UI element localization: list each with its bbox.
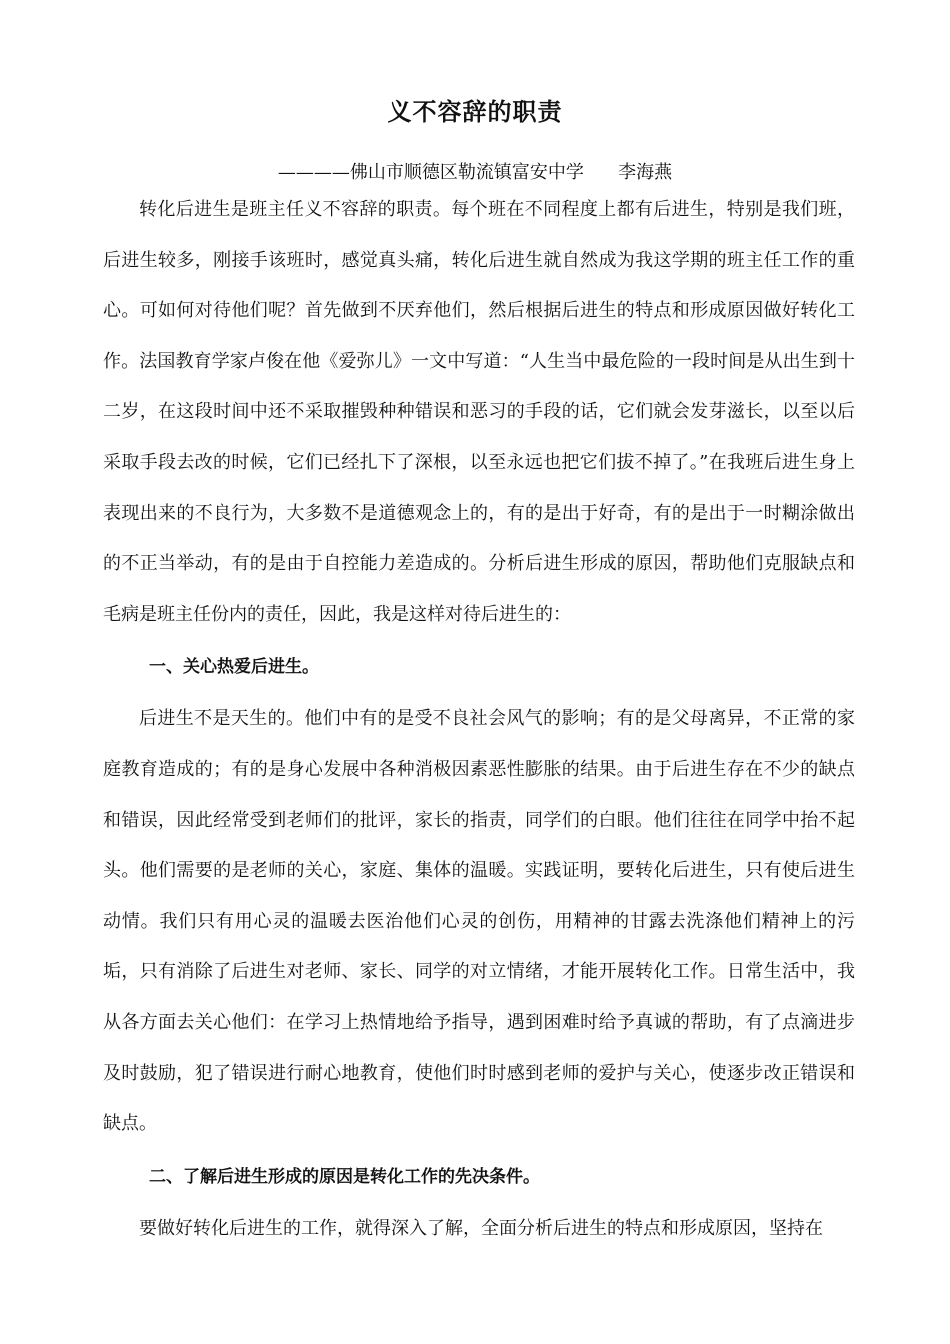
paragraph-section-1: 后进生不是天生的。他们中有的是受不良社会风气的影响；有的是父母离异，不正常的家庭教育造成的；有的是身心发展中各种消极因素恶性膨胀的结果。由于后进生存在不少的缺点和错误，因此经常受到老师们的批评，家长的指责，同学们的白眼。他们往往在同学中抬不起头。他们需要的是老师的关心，家庭、集体的温暖。实践证明，要转化后进生，只有使后进生动情。我们只有用心灵的温暖去医治他们心灵的创伤，用精神的甘露去洗涤他们精神上的污垢，只有消除了后进生对老师、家长、同学的对立情绪，才能开展转化工作。日常生活中，我从各方面去关心他们：在学习上热情地给予指导，遇到困难时给予真诚的帮助，有了点滴进步及时鼓励，犯了错误进行耐心地教育，使他们时时感到老师的爱护与关心，使逐步改正错误和缺点。 bbox=[103, 708, 855, 1135]
section-heading-2: 二、了解后进生形成的原因是转化工作的先决条件。 bbox=[149, 1166, 540, 1187]
paragraph-intro: 转化后进生是班主任义不容辞的职责。每个班在不同程度上都有后进生，特别是我们班，后进生较多，刚接手该班时，感觉真头痛，转化后进生就自然成为我这学期的班主任工作的重心。可如何对待他们呢？首先做到不厌弃他们，然后根据后进生的特点和形成原因做好转化工作。法国教育学家卢俊在他《爱弥儿》一文中写道：“人生当中最危险的一段时间是从出生到十二岁，在这段时间中还不采取摧毁种种错误和恶习的手段的话，它们就会发芽滋长，以至以后采取手段去改的时候，它们已经扎下了深根，以至永远也把它们拔不掉了。”在我班后进生身上表现出来的不良行为，大多数不是道德观念上的，有的是出于好奇，有的是出于一时糊涂做出的不正当举动，有的是由于自控能力差造成的。分析后进生形成的原因，帮助他们克服缺点和毛病是班主任份内的责任，因此，我是这样对待后进生的： bbox=[103, 199, 855, 625]
document-title: 义不容辞的职责 bbox=[387, 97, 563, 126]
paragraph-section-2: 要做好转化后进生的工作，就得深入了解，全面分析后进生的特点和形成原因，坚持在 bbox=[139, 1217, 823, 1239]
document-body bbox=[103, 185, 855, 1254]
section-heading-1: 一、关心热爱后进生。 bbox=[149, 657, 319, 678]
author-byline: ————佛山市顺德区勒流镇富安中学 李海燕 bbox=[277, 162, 673, 183]
